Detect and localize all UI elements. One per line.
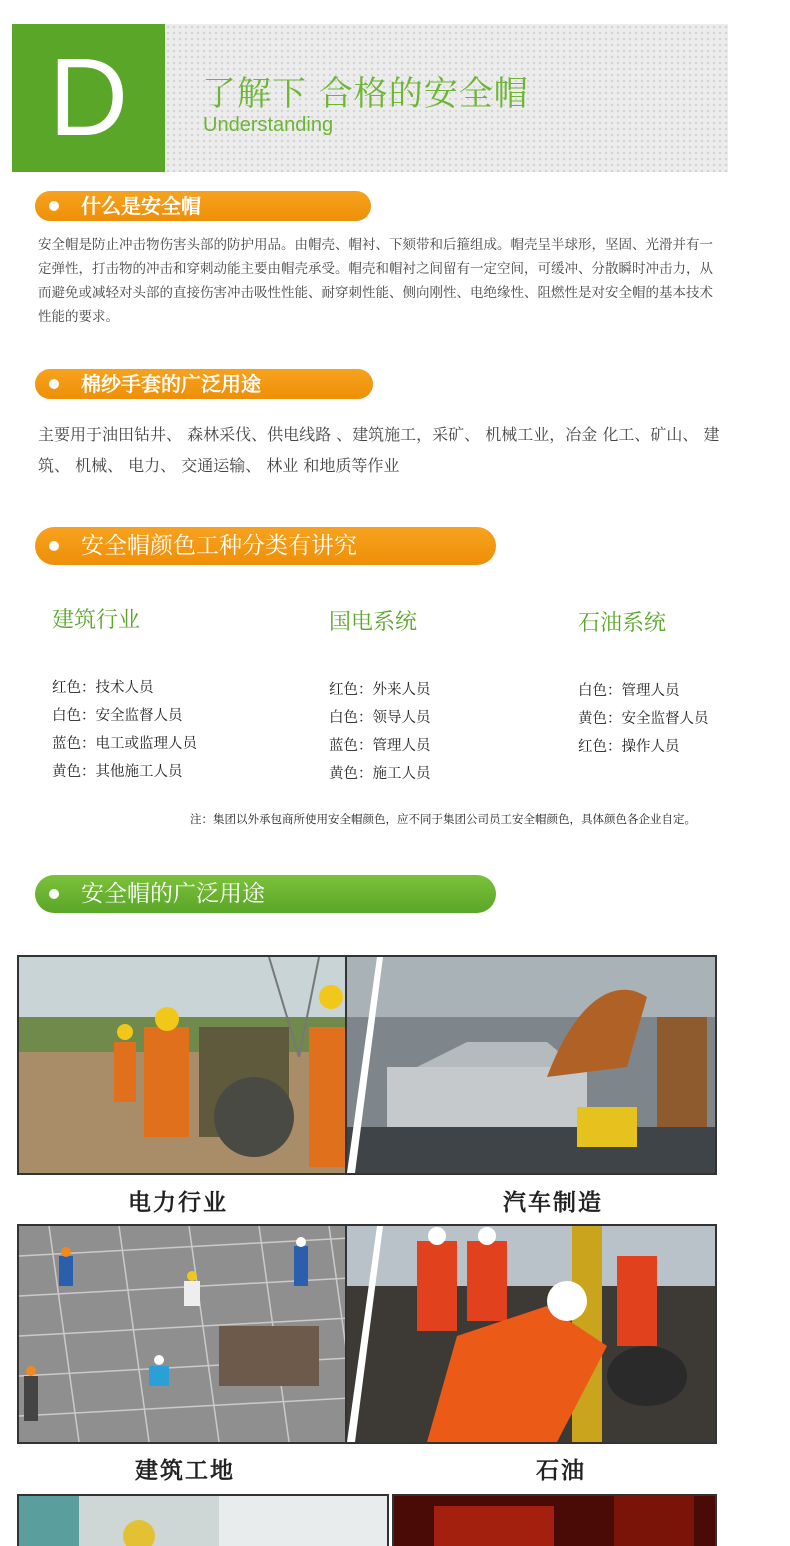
column-title: 石油系统 [578, 611, 667, 636]
color-item: 红色：外来人员 [329, 682, 431, 698]
column-power-grid [329, 605, 431, 788]
banner-glove-uses [35, 369, 373, 399]
badge-letter: D [48, 36, 129, 159]
photo-construction-site [17, 1224, 389, 1444]
color-item: 黄色：施工人员 [329, 766, 431, 782]
photo-furnace-partial [392, 1494, 717, 1546]
column-title: 国电系统 [329, 610, 418, 635]
header-subtitle: Understanding [203, 114, 334, 136]
color-item: 黄色：其他施工人员 [52, 764, 183, 780]
column-petroleum [578, 606, 709, 761]
glove-uses-text: 主要用于油田钻井、 森林采伐、供电线路 、建筑施工，采矿、 机械工业，冶金 化工、矿山、 建筑、 机械、 电力、 交通运输、 林业 和地质等作业 [38, 425, 720, 475]
color-item: 蓝色：电工或监理人员 [52, 736, 197, 752]
section-header [12, 24, 728, 172]
color-item: 红色：技术人员 [52, 680, 154, 696]
photo-power-industry [17, 955, 389, 1175]
caption-power-industry: 电力行业 [128, 1190, 228, 1216]
photo-factory-partial [17, 1494, 389, 1546]
bullet-dot-icon [49, 379, 59, 389]
color-item: 红色：操作人员 [578, 739, 680, 755]
banner-helmet-uses [35, 875, 496, 913]
photo-auto-manufacturing [345, 955, 717, 1175]
bullet-dot-icon [49, 889, 59, 899]
color-item: 白色：安全监督人员 [52, 708, 183, 724]
bullet-dot-icon [49, 541, 59, 551]
banner-label: 棉纱手套的广泛用途 [81, 372, 261, 396]
bullet-dot-icon [49, 201, 59, 211]
banner-label: 安全帽颜色工种分类有讲究 [81, 533, 357, 559]
color-item: 白色：领导人员 [329, 710, 431, 726]
banner-label: 安全帽的广泛用途 [81, 881, 265, 907]
banner-label: 什么是安全帽 [81, 194, 201, 218]
color-item: 蓝色：管理人员 [329, 738, 431, 754]
caption-auto-manufacturing: 汽车制造 [503, 1190, 603, 1216]
helmet-description: 安全帽是防止冲击物伤害头部的防护用品。由帽壳、帽衬、下颏带和后箍组成。帽壳呈半球形，坚固、光滑并有一定弹性，打击物的冲击和穿刺动能主要由帽壳承受。帽壳和帽衬之间留有一定空间，可缓冲、分散瞬时冲击力，从而避免或减轻对头部的直接伤害冲击吸性性能、耐穿刺性能、侧向刚性、电绝缘性、阻燃性是对安全帽的基本技术性能的要求。 [38, 237, 713, 325]
caption-petroleum: 石油 [536, 1458, 586, 1484]
header-title: 了解下 合格的安全帽 [202, 74, 529, 114]
column-construction [52, 603, 197, 786]
column-title: 建筑行业 [52, 608, 141, 633]
banner-what-is-helmet [35, 191, 371, 221]
photo-petroleum [345, 1224, 717, 1444]
caption-construction-site: 建筑工地 [135, 1458, 235, 1484]
color-item: 黄色：安全监督人员 [578, 711, 709, 727]
letter-badge [12, 24, 165, 172]
color-item: 白色：管理人员 [578, 683, 680, 699]
color-note: 注：集团以外承包商所使用安全帽颜色，应不同于集团公司员工安全帽颜色，具体颜色各企业自定。 [190, 812, 696, 826]
banner-helmet-colors [35, 527, 496, 565]
